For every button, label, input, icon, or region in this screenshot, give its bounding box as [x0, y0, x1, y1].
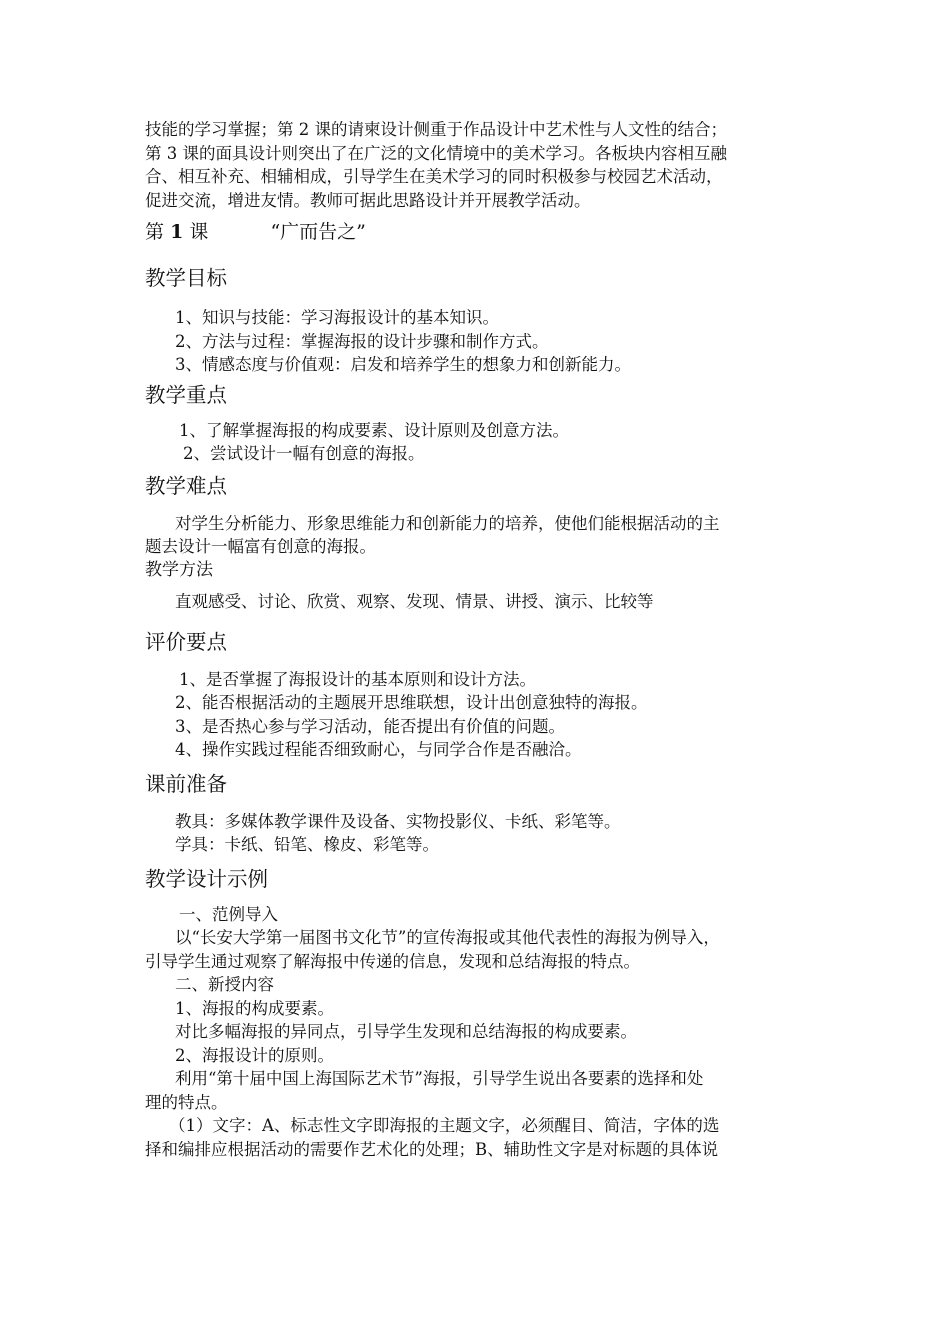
paragraph-line: 题去设计一幅富有创意的海报。	[145, 537, 376, 556]
paragraph-line: 择和编排应根据活动的需要作艺术化的处理；B、辅助性文字是对标题的具体说	[145, 1139, 719, 1159]
paragraph-line: 对比多幅海报的异同点，引导学生发现和总结海报的构成要素。	[175, 1022, 637, 1041]
section-heading: 课前准备	[145, 771, 227, 796]
lesson-name: “广而告之”	[270, 221, 366, 243]
list-item: 学具：卡纸、铅笔、橡皮、彩笔等。	[175, 835, 439, 854]
list-item: 1、知识与技能：学习海报设计的基本知识。	[175, 308, 499, 327]
intro-line: 促进交流，增进友情。教师可据此思路设计并开展教学活动。	[145, 190, 591, 210]
lesson-unit: 课	[189, 221, 209, 243]
section-heading: 教学难点	[145, 473, 227, 498]
intro-line: 第 3 课的面具设计则突出了在广泛的文化情境中的美术学习。各板块内容相互融	[145, 143, 727, 163]
document-page	[145, 118, 805, 1161]
paragraph-line: 一、范例导入	[179, 904, 278, 924]
section-heading: 教学目标	[145, 266, 227, 290]
paragraph-line: 二、新授内容	[175, 975, 274, 994]
paragraph-line: 对学生分析能力、形象思维能力和创新能力的培养，使他们能根据活动的主	[175, 513, 720, 533]
list-item: 3、情感态度与价值观：启发和培养学生的想象力和创新能力。	[175, 355, 631, 374]
lesson-prefix: 第	[145, 221, 165, 243]
list-item: 2、方法与过程：掌握海报的设计步骤和制作方式。	[175, 331, 549, 351]
list-item: 1、是否掌握了海报设计的基本原则和设计方法。	[179, 669, 536, 689]
intro-line: 合、相互补充、相辅相成，引导学生在美术学习的同时积极参与校园艺术活动，	[145, 167, 723, 186]
paragraph-line: 理的特点。	[145, 1092, 228, 1112]
lesson-number: 1	[170, 221, 184, 243]
paragraph-line: 2、海报设计的原则。	[175, 1045, 334, 1065]
list-item: 4、操作实践过程能否细致耐心，与同学合作是否融洽。	[175, 740, 582, 759]
list-item: 2、能否根据活动的主题展开思维联想，设计出创意独特的海报。	[175, 693, 648, 712]
paragraph-line: 直观感受、讨论、欣赏、观察、发现、情景、讲授、演示、比较等	[175, 592, 654, 611]
paragraph-line: 1、海报的构成要素。	[175, 998, 334, 1018]
list-item: 教具：多媒体教学课件及设备、实物投影仪、卡纸、彩笔等。	[175, 811, 621, 831]
section-heading: 教学设计示例	[145, 866, 268, 891]
paragraph-line: （1）文字：A、标志性文字即海报的主题文字，必须醒目、简洁，字体的选	[169, 1116, 720, 1135]
paragraph-line: 以“长安大学第一届图书文化节”的宣传海报或其他代表性的海报为例导入，	[175, 928, 720, 947]
section-heading: 教学重点	[145, 382, 227, 407]
intro-line: 技能的学习掌握；第 2 课的请柬设计侧重于作品设计中艺术性与人文性的结合；	[145, 120, 727, 139]
section-heading: 教学方法	[145, 559, 213, 580]
paragraph-line: 利用“第十届中国上海国际艺术节”海报，引导学生说出各要素的选择和处	[175, 1069, 704, 1088]
section-heading: 评价要点	[145, 629, 227, 654]
list-item: 3、是否热心参与学习活动，能否提出有价值的问题。	[175, 716, 565, 736]
list-item: 2、尝试设计一幅有创意的海报。	[183, 444, 425, 463]
lesson-title	[145, 218, 805, 246]
paragraph-line: 引导学生通过观察了解海报中传递的信息，发现和总结海报的特点。	[145, 951, 640, 971]
list-item: 1、了解掌握海报的构成要素、设计原则及创意方法。	[179, 420, 569, 440]
